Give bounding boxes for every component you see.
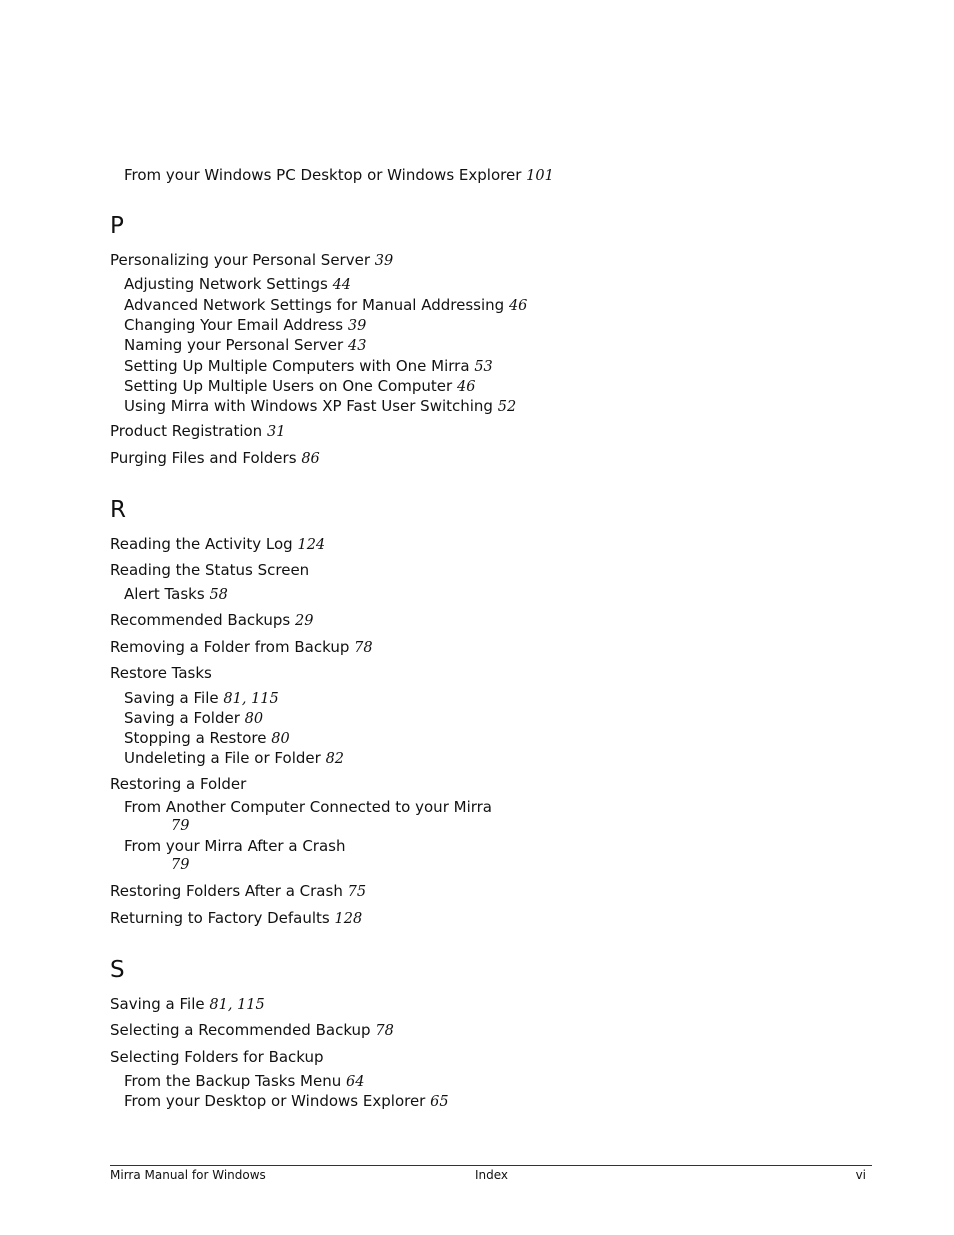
section-letter-s: S — [110, 957, 125, 983]
index-entry: Returning to Factory Defaults 128 — [110, 909, 363, 927]
index-subentry: Stopping a Restore 80 — [124, 729, 290, 747]
index-subentry: From your Desktop or Windows Explorer 65 — [124, 1092, 449, 1110]
index-entry: Restoring Folders After a Crash 75 — [110, 882, 367, 900]
index-entry: Restoring a Folder — [110, 775, 247, 793]
index-subentry: From your Mirra After a Crash — [124, 837, 346, 855]
footer-rule — [110, 1165, 872, 1166]
index-subentry: Setting Up Multiple Computers with One Mirra 53 — [124, 357, 493, 375]
page-reference: 79 — [171, 818, 190, 834]
index-subentry: Setting Up Multiple Users on One Computer 46 — [124, 377, 476, 395]
section-letter-p: P — [110, 213, 124, 239]
section-letter-r: R — [110, 497, 126, 523]
index-entry: Recommended Backups 29 — [110, 611, 314, 629]
index-subentry: Advanced Network Settings for Manual Addressing 46 — [124, 296, 528, 314]
index-entry: Personalizing your Personal Server 39 — [110, 251, 394, 269]
index-entry: Selecting a Recommended Backup 78 — [110, 1021, 394, 1039]
index-subentry: Saving a Folder 80 — [124, 709, 264, 727]
page-reference: 79 — [171, 857, 190, 873]
index-subentry: Naming your Personal Server 43 — [124, 336, 367, 354]
index-entry: Saving a File 81, 115 — [110, 995, 265, 1013]
index-subentry: Adjusting Network Settings 44 — [124, 275, 352, 293]
index-entry: Restore Tasks — [110, 664, 212, 682]
footer-page-number: vi — [855, 1168, 866, 1182]
index-subentry: From Another Computer Connected to your Mirra — [124, 798, 492, 816]
index-subentry: Using Mirra with Windows XP Fast User Switching 52 — [124, 397, 517, 415]
index-entry: Selecting Folders for Backup — [110, 1048, 324, 1066]
index-entry: Reading the Status Screen — [110, 561, 310, 579]
index-entry: Reading the Activity Log 124 — [110, 535, 326, 553]
index-subentry: Saving a File 81, 115 — [124, 689, 279, 707]
index-subentry: Alert Tasks 58 — [124, 585, 228, 603]
index-entry: Removing a Folder from Backup 78 — [110, 638, 373, 656]
index-entry: Product Registration 31 — [110, 422, 286, 440]
index-subentry: From the Backup Tasks Menu 64 — [124, 1072, 365, 1090]
footer-section-name: Index — [475, 1168, 509, 1182]
index-subentry: Changing Your Email Address 39 — [124, 316, 367, 334]
index-entry: Purging Files and Folders 86 — [110, 449, 320, 467]
index-subentry: Undeleting a File or Folder 82 — [124, 749, 345, 767]
index-entry: From your Windows PC Desktop or Windows Explorer 101 — [124, 166, 554, 184]
footer-manual-title: Mirra Manual for Windows — [110, 1168, 266, 1182]
